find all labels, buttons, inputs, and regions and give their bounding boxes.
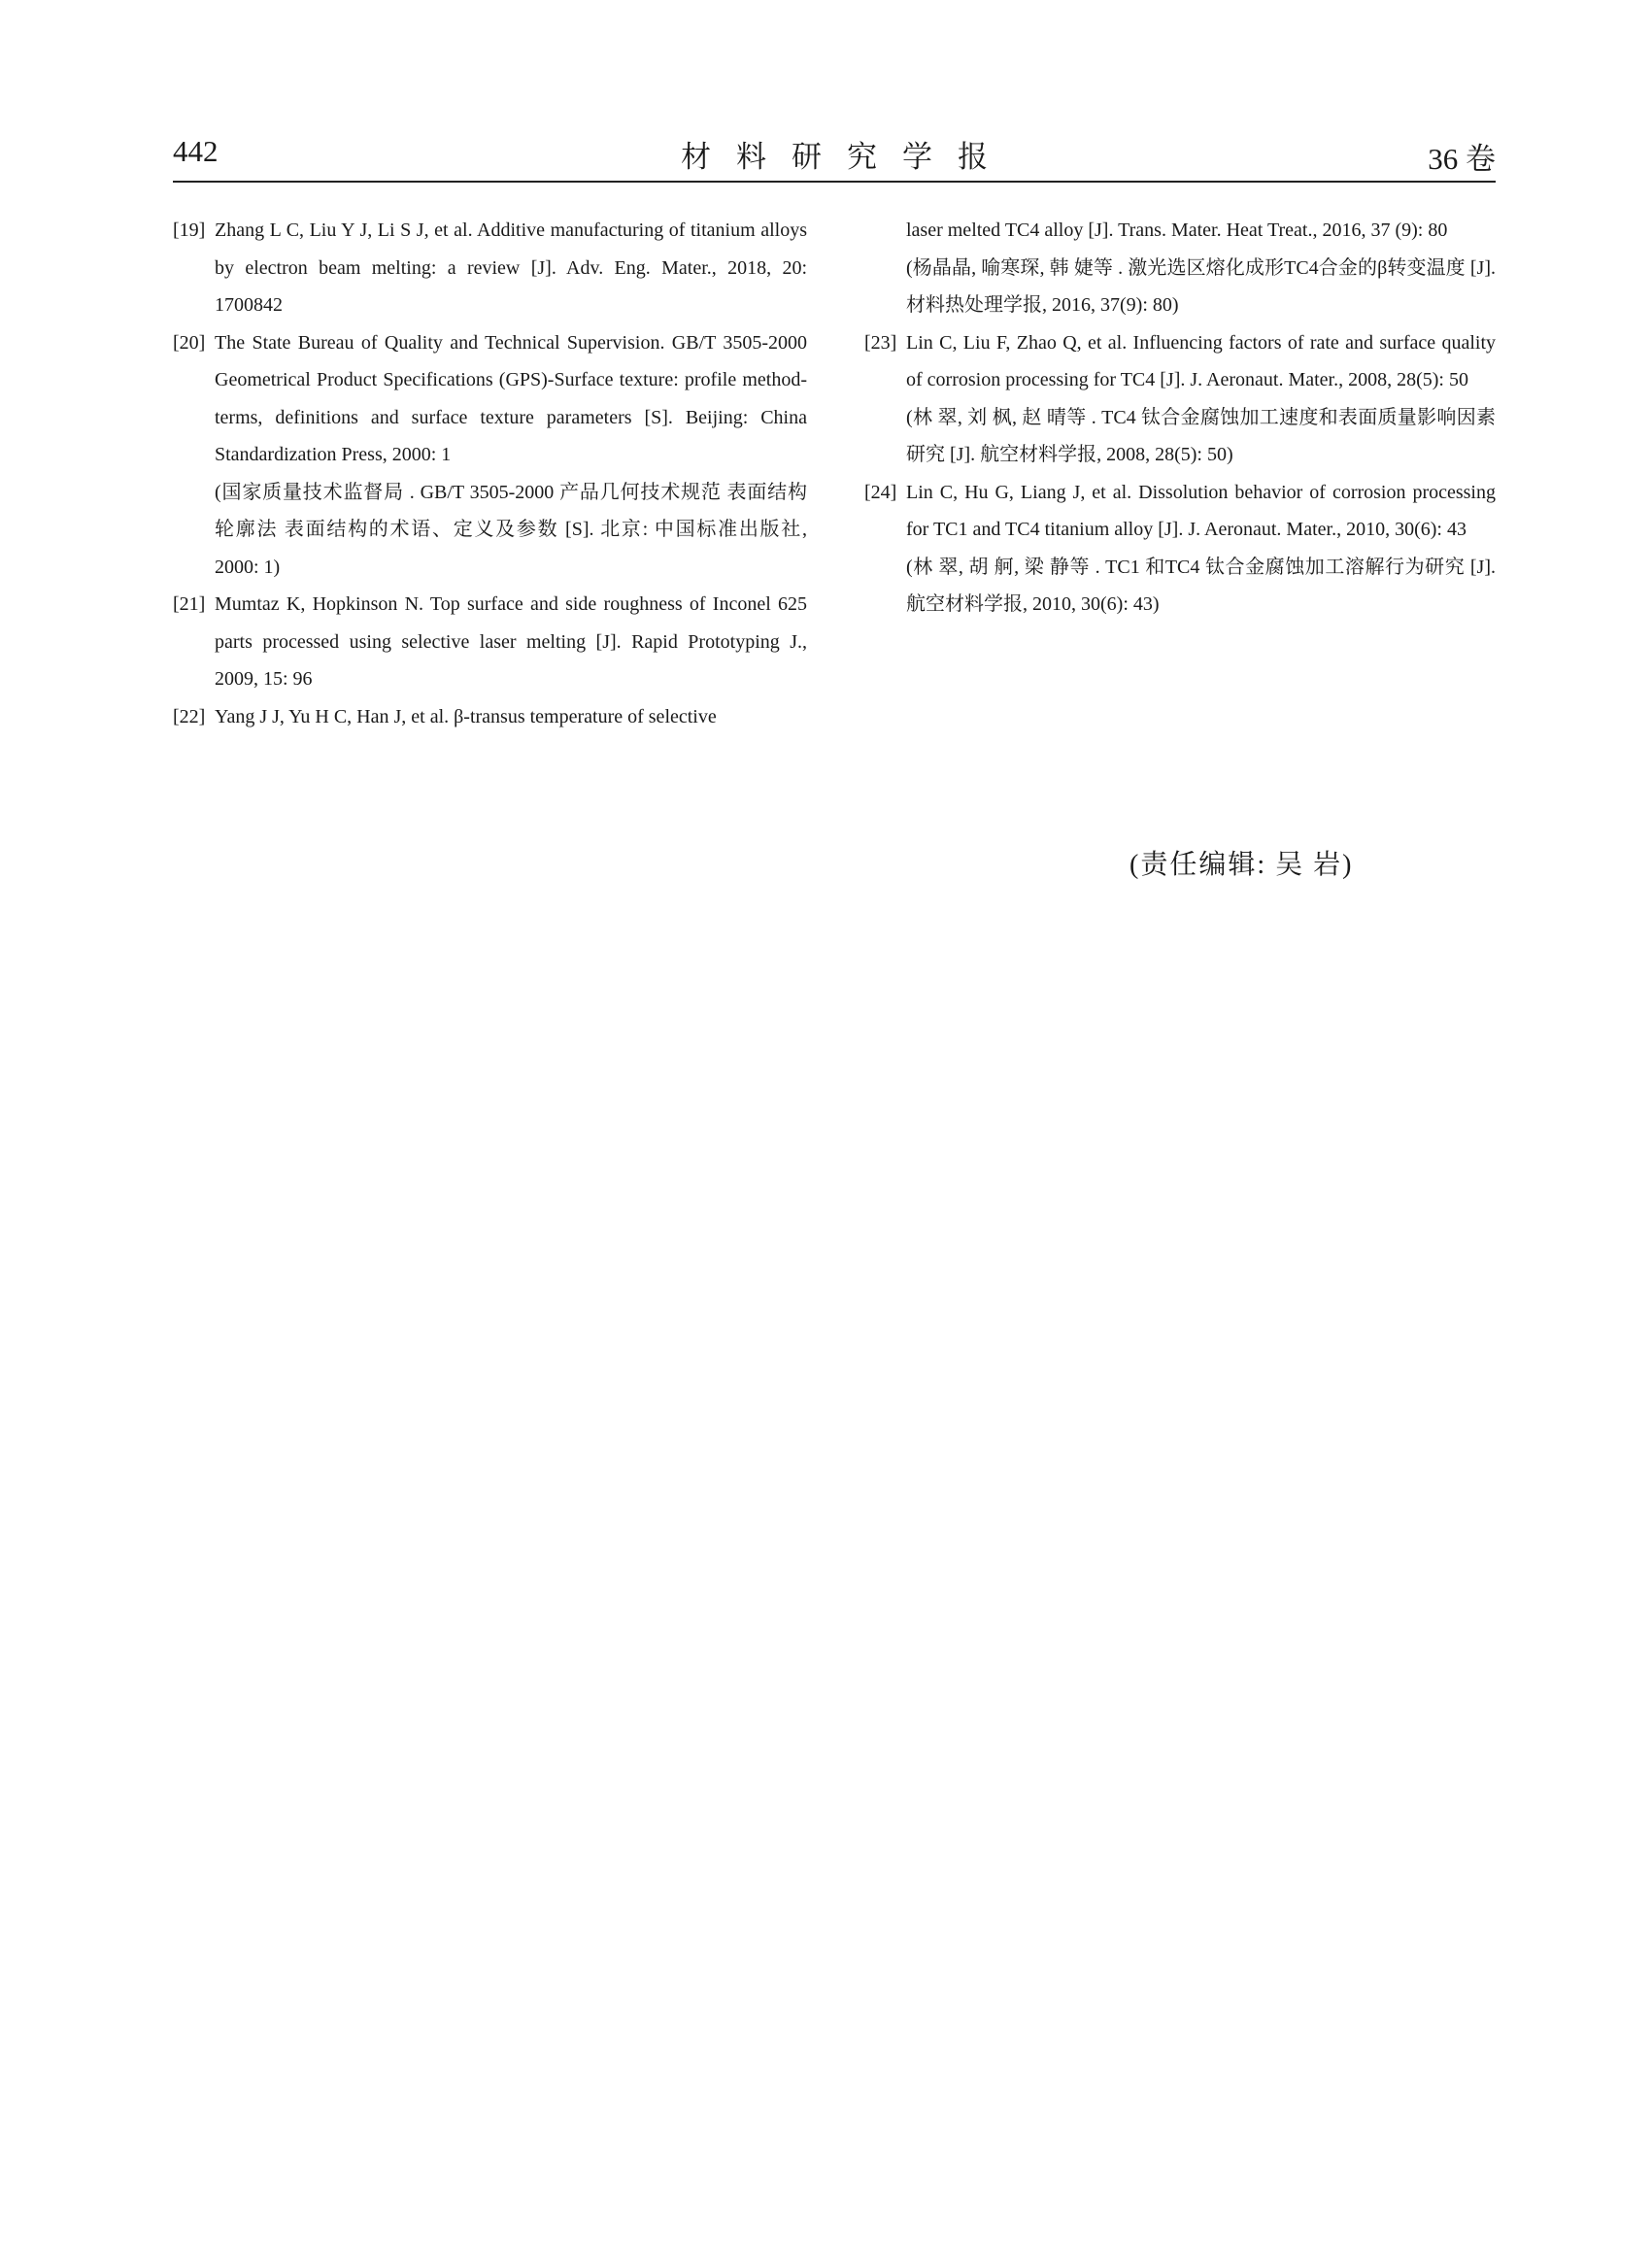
right-column xyxy=(864,212,1496,624)
responsible-editor: (责任编辑: 吴 岩) xyxy=(1129,850,1354,880)
reference-text: Lin C, Hu G, Liang J, et al. Dissolution behavior of corrosion processing for TC1 and TC4 titanium alloy [J]. J. Aeronaut. Mater., 2010, 30(6): 43 xyxy=(906,481,1496,540)
reference-22-continued xyxy=(864,212,1496,324)
reference-text: laser melted TC4 alloy [J]. Trans. Mater. Heat Treat., 2016, 37 (9): 80 xyxy=(906,220,1448,241)
journal-title: 材料研究学报 xyxy=(681,140,1013,174)
reference-text: The State Bureau of Quality and Technical Supervision. GB/T 3505-2000 Geometrical Product Specifications (GPS)-Surface texture: profile method-terms, definitions and surface texture parameters [S]. Beijing: China Standardization Press, 2000: 1 xyxy=(215,331,807,465)
page-header xyxy=(173,124,1496,183)
reference-21 xyxy=(173,586,807,698)
reference-text-chinese: (林 翠, 刘 枫, 赵 晴等 . TC4 钛合金腐蚀加工速度和表面质量影响因素研究 [J]. 航空材料学报, 2008, 28(5): 50) xyxy=(906,406,1496,465)
reference-number: [21] xyxy=(173,593,206,615)
reference-number: [19] xyxy=(173,220,206,241)
reference-text-chinese: (国家质量技术监督局 . GB/T 3505-2000 产品几何技术规范 表面结构 轮廓法 表面结构的术语、定义及参数 [S]. 北京: 中国标准出版社, 2000: 1) xyxy=(215,481,807,578)
reference-number: [23] xyxy=(864,331,897,354)
volume-label: 36 卷 xyxy=(1428,142,1496,176)
reference-text: Mumtaz K, Hopkinson N. Top surface and side roughness of Inconel 625 parts processed using selective laser melting [J]. Rapid Prototyping J., 2009, 15: 96 xyxy=(215,593,807,690)
reference-number: [24] xyxy=(864,481,897,503)
reference-text-chinese: (杨晶晶, 喻寒琛, 韩 婕等 . 激光选区熔化成形TC4合金的β转变温度 [J]. 材料热处理学报, 2016, 37(9): 80) xyxy=(906,256,1496,316)
reference-23 xyxy=(864,324,1496,474)
reference-number: [20] xyxy=(173,331,206,354)
reference-22 xyxy=(173,698,807,736)
page-number: 442 xyxy=(173,134,219,168)
left-column xyxy=(173,212,807,735)
reference-text: Zhang L C, Liu Y J, Li S J, et al. Additive manufacturing of titanium alloys by electron beam melting: a review [J]. Adv. Eng. Mater., 2018, 20: 1700842 xyxy=(215,220,807,316)
reference-text: Lin C, Liu F, Zhao Q, et al. Influencing factors of rate and surface quality of corrosion processing for TC4 [J]. J. Aeronaut. Mater., 2008, 28(5): 50 xyxy=(906,331,1496,390)
reference-19 xyxy=(173,212,807,324)
reference-text: Yang J J, Yu H C, Han J, et al. β-transus temperature of selective xyxy=(215,705,717,727)
reference-24 xyxy=(864,474,1496,624)
reference-number: [22] xyxy=(173,705,206,727)
reference-text-chinese: (林 翠, 胡 舸, 梁 静等 . TC1 和TC4 钛合金腐蚀加工溶解行为研究 [J]. 航空材料学报, 2010, 30(6): 43) xyxy=(906,556,1496,615)
reference-20 xyxy=(173,324,807,587)
